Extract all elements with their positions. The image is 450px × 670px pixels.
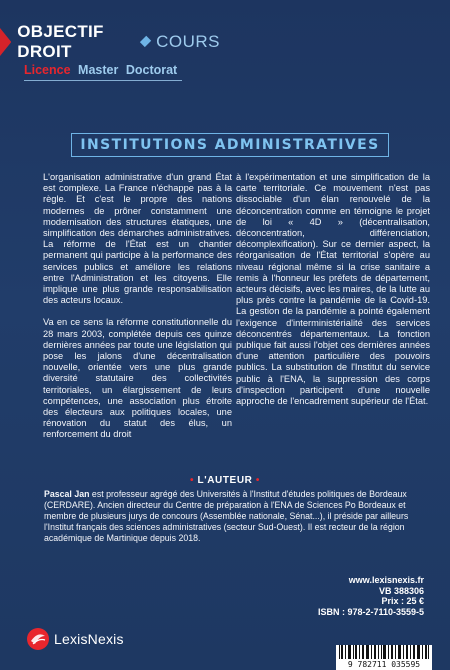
bullet-icon: • (255, 475, 260, 486)
book-title: INSTITUTIONS ADMINISTRATIVES (80, 137, 380, 153)
summary-paragraph: Va en ce sens la réforme constitutionnelle du 28 mars 2003, complétée depuis ces quinze dernières années par toute une législation qui pose les jalons d'une décentralisation nouvelle, orientée vers une plus grande diversité statutaire des collectivités territoriales, un élargissement de leurs compétences, une association plus étroite des électeurs aux politiques locales, une rénovation du statut des élus, un renforcement du droit (43, 317, 232, 440)
level-doctorat: Doctorat (125, 63, 178, 77)
isbn: ISBN : 978-2-7110-3559-5 (317, 606, 424, 617)
summary-paragraph: à l'expérimentation et une simplification de la carte territoriale. Ce mouvement n'est pas dissociable d'un élan renouvelé de la déconcentration comme en témoigne le projet de loi « 4D » (décentralisation, déconcentration, différenciation, décomplexification). Sur ce dernier aspect, la réorganisation de l'État territorial s'opère au niveau régional même si la crise sanitaire a remis à l'honneur les préfets de département, acteurs décisifs, avec les maires, de la lutte au plus près contre la pandémie de la Covid-19. La gestion de la pandémie a pointé également l'exigence d'interministérialité des services déconcentrés départementaux. La fonction publique fait aussi l'objet ces dernières années d'une attention particulière des pouvoirs publics. La substitution de l'Institut du service public à l'ENA, la suppression des corps d'inspection participent d'une nouvelle approche de l'encadrement supérieur de l'État. (236, 172, 430, 407)
book-meta (318, 575, 424, 617)
summary-column-left (43, 172, 232, 452)
publisher-website: www.lexisnexis.fr (348, 575, 424, 585)
lexisnexis-logo-icon (26, 627, 50, 651)
author-bio-text: est professeur agrégé des Universités à l'Institut d'études politiques de Bordeaux (CERDARE). Ancien directeur du Centre de préparation à l'ENA de Sciences Po Bordeaux et membre de plusieurs jurys de concours (Assemblée nationale, Sénat...), il préside par ailleurs l'Institut français des sciences administratives (secteur Sud-Ouest). Il est recteur de la région académique de Martinique depuis 2018. (44, 489, 409, 543)
bullet-icon: • (190, 475, 195, 486)
publisher-logo (26, 627, 124, 651)
series-subtitle: COURS (156, 32, 220, 51)
author-name: Pascal Jan (44, 489, 90, 499)
summary-column-right (236, 172, 430, 418)
series-brand (0, 22, 220, 61)
author-heading (0, 475, 450, 486)
publisher-name: LexisNexis (54, 631, 124, 647)
level-licence: Licence (24, 63, 71, 77)
diamond-icon (140, 35, 151, 46)
level-master: Master (78, 63, 119, 77)
author-heading-text: L'AUTEUR (197, 475, 253, 486)
series-title: OBJECTIF DROIT (17, 22, 104, 61)
author-bio (44, 489, 428, 544)
price: Prix : 25 € (381, 596, 424, 607)
reference-code: VB 388306 (378, 585, 424, 596)
red-flag-mark (0, 28, 11, 56)
barcode-digits: 9 782711 035595 (347, 660, 421, 669)
levels-divider (24, 80, 182, 81)
book-title-box (71, 133, 389, 157)
summary-paragraph: L'organisation administrative d'un grand État est complexe. La France n'échappe pas à la règle. Et c'est le propre des nations modernes de prôner constamment une modernisation des structures étatiques, une simplification des démarches administratives. La réforme de l'État est un chantier permanent qui participe à la performance des services publics et améliore les relations entre l'Administration et les citoyens. Elle implique une plus grande responsabilisation des acteurs locaux. (43, 172, 232, 306)
study-levels (24, 63, 181, 77)
